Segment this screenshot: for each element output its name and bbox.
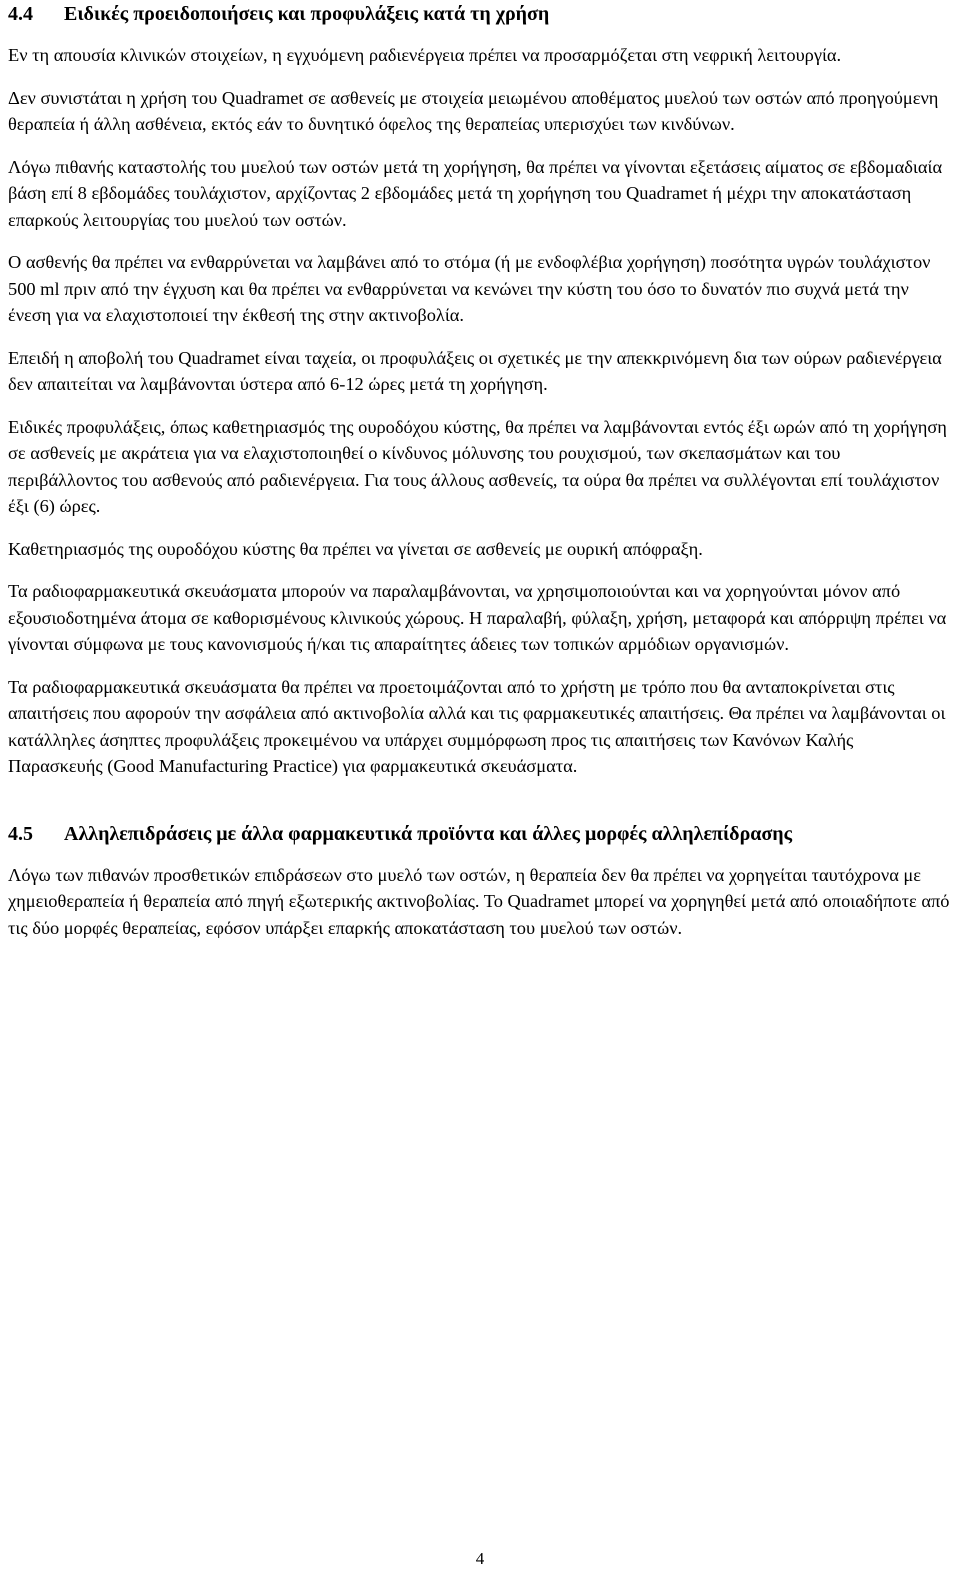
paragraph: Επειδή η αποβολή του Quadramet είναι ταχεία, οι προφυλάξεις οι σχετικές με την απεκκρινόμενη δια των ούρων ραδιενέργεια δεν απαιτείται να λαμβάνονται ύστερα από 6-12 ώρες μετά τη χορήγηση. (8, 347, 942, 394)
paragraph: Λόγω πιθανής καταστολής του μυελού των οστών μετά τη χορήγηση, θα πρέπει να γίνονται εξετάσεις αίματος σε εβδομαδιαία βάση επί 8 εβδομάδες τουλάχιστον, αρχίζοντας 2 εβδομάδες μετά τη χορήγηση του Quadramet ή μέχρι την αποκατάσταση επαρκούς λειτουργίας του μυελού των οστών. (8, 156, 943, 230)
section-4-5-heading (8, 822, 952, 846)
section-title: Ειδικές προειδοποιήσεις και προφυλάξεις κατά τη χρήση (64, 3, 550, 25)
section-number: 4.4 (8, 3, 33, 25)
section-number: 4.5 (8, 822, 33, 845)
paragraph: Καθετηριασμός της ουροδόχου κύστης θα πρέπει να γίνεται σε ασθενείς με ουρική απόφραξη. (8, 538, 703, 559)
document-page (8, 0, 952, 941)
paragraph: Τα ραδιοφαρμακευτικά σκευάσματα μπορούν να παραλαμβάνονται, να χρησιμοποιούνται και να χορηγούνται μόνον από εξουσιοδοτημένα άτομα σε καθορισμένους κλινικούς χώρους. Η παραλαβή, φύλαξη, χρήση, μεταφορά και απόρριψη πρέπει να γίνονται σύμφωνα με τους κανονισμούς ή/και τις απαραίτητες άδειες των τοπικών αρμόδιων οργανισμών. (8, 581, 947, 654)
section-title: Αλληλεπιδράσεις με άλλα φαρμακευτικά προϊόντα και άλλες μορφές αλληλεπίδρασης (64, 822, 793, 845)
section-4-4-heading (8, 2, 952, 26)
paragraph: Τα ραδιοφαρμακευτικά σκευάσματα θα πρέπει να προετοιμάζονται από το χρήστη με τρόπο που θα ανταποκρίνεται στις απαιτήσεις που αφορούν την ασφάλεια από ακτινοβολία αλλά και τις φαρμακευτικές απαιτήσεις. Θα πρέπει να λαμβάνονται οι κατάλληλες άσηπτες προφυλάξεις προκειμένου να υπάρχει συμμόρφωση προς τις απαιτήσεις των Κανόνων Καλής Παρασκευής (Good Manufacturing Practice) για φαρμακευτικά σκευάσματα. (8, 676, 946, 776)
paragraph: Ειδικές προφυλάξεις, όπως καθετηριασμός της ουροδόχου κύστης, θα πρέπει να λαμβάνονται εντός έξι ωρών από τη χορήγηση σε ασθενείς με ακράτεια για να ελαχιστοποιηθεί ο κίνδυνος μόλυνσης του ρουχισμού, των σκεπασμάτων και του περιβάλλοντος του ασθενούς από ραδιενέργεια. Για τους άλλους ασθενείς, τα ούρα θα πρέπει να συλλέγονται επί τουλάχιστον έξι (6) ώρες. (8, 416, 947, 516)
paragraph: Εν τη απουσία κλινικών στοιχείων, η εγχυόμενη ραδιενέργεια πρέπει να προσαρμόζεται στη νεφρική λειτουργία. (8, 45, 842, 65)
paragraph: Ο ασθενής θα πρέπει να ενθαρρύνεται να λαμβάνει από το στόμα (ή με ενδοφλέβια χορήγηση) ποσότητα υγρών τουλάχιστον 500 ml πριν από την έγχυση και θα πρέπει να ενθαρρύνεται να κενώνει την κύστη του όσο το δυνατόν πιο συχνά μετά την ένεση για να ελαχιστοποιεί την έκθεσή της στην ακτινοβολία. (8, 252, 931, 325)
paragraph: Λόγω των πιθανών προσθετικών επιδράσεων στο μυελό των οστών, η θεραπεία δεν θα πρέπει να χορηγείται ταυτόχρονα με χημειοθεραπεία ή θεραπεία από πηγή εξωτερικής ακτινοβολίας. Το Quadramet μπορεί να χορηγηθεί μετά από οποιαδήποτε από τις δύο μορφές θεραπείας, εφόσον υπάρξει επαρκής αποκατάσταση του μυελού των οστών. (8, 864, 950, 938)
page-number: 4 (475, 1549, 485, 1568)
paragraph: Δεν συνιστάται η χρήση του Quadramet σε ασθενείς με στοιχεία μειωμένου αποθέματος μυελού των οστών από προηγούμενη θεραπεία ή άλλη ασθένεια, εκτός εάν το δυνητικό όφελος της θεραπείας υπερισχύει των κινδύνων. (8, 87, 939, 134)
